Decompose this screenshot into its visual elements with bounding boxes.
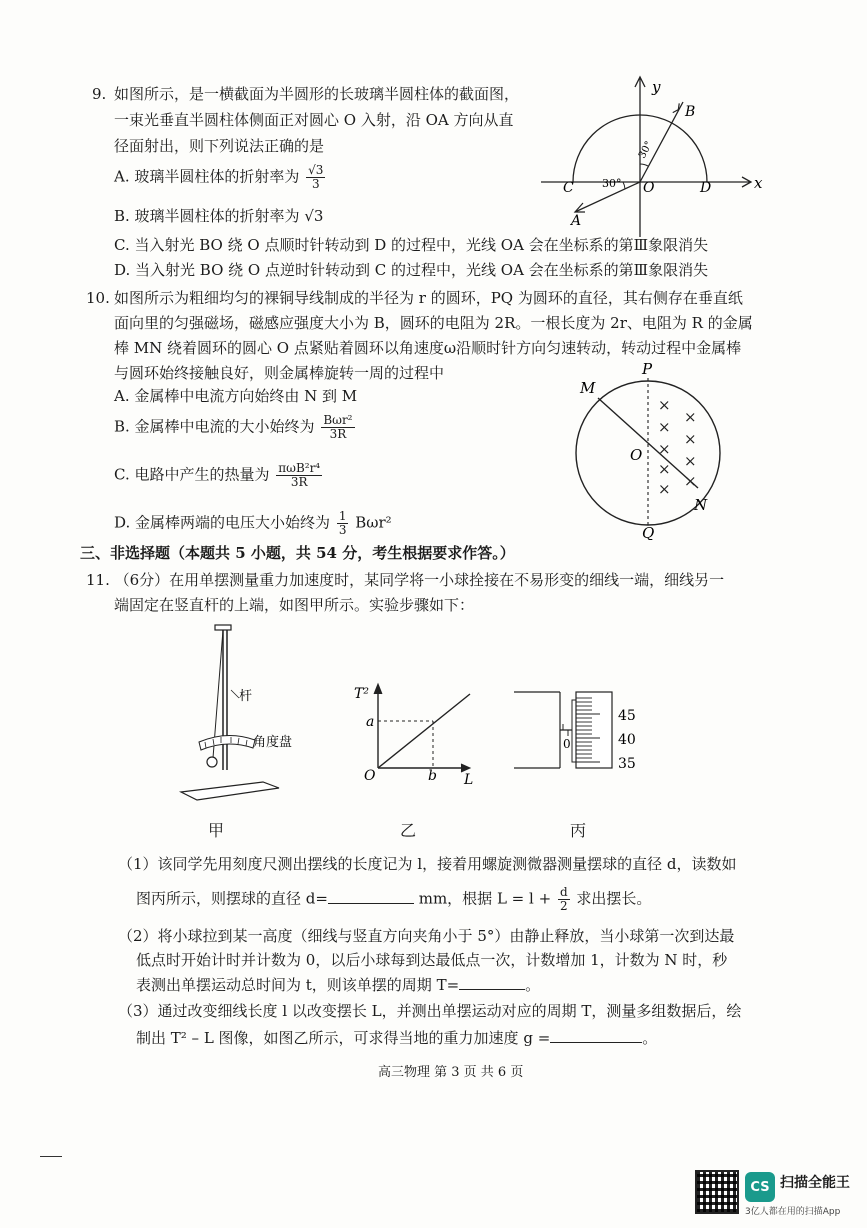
cross-9: ×	[684, 472, 697, 490]
fig-jia-rod-label: 杆	[239, 689, 253, 704]
q10-option-c-numerator: πωB²r⁴	[278, 461, 321, 475]
fig-jia-dial-label: 角度盘	[253, 735, 293, 750]
q10-option-a: A. 金属棒中电流方向始终由 N 到 M	[114, 387, 358, 405]
q10-option-d-denominator: 3	[338, 523, 347, 537]
q10-option-d-numerator: 1	[338, 509, 347, 523]
q11-part3-prefix: 制出 T² – L 图像，如图乙所示，可求得当地的重力加速度 g =	[136, 1029, 551, 1047]
cross-2: ×	[658, 418, 671, 436]
q9-label-a: A	[571, 213, 582, 229]
watermark-subtitle: 3亿人都在用的扫描App	[745, 1207, 841, 1217]
q9-option-a-denominator: 3	[311, 177, 320, 191]
fig-bing-main-zero: 0	[563, 737, 571, 751]
q10-option-d-text: D. 金属棒两端的电压大小始终为	[114, 513, 331, 532]
q11-part3-suffix: 。	[642, 1029, 658, 1047]
q10-ring-diagram	[570, 360, 730, 540]
q10-label-m: M	[580, 379, 596, 397]
q9-label-b: B	[685, 104, 696, 120]
q11-part1-numerator: d	[559, 885, 568, 899]
q11-part2-suffix: 。	[525, 976, 541, 994]
fig-yi-b-label: b	[428, 768, 437, 784]
fig-bing-scale-35: 35	[618, 756, 636, 772]
fig-bing-micrometer	[508, 686, 653, 776]
q9-label-y: y	[652, 78, 661, 96]
cross-1: ×	[658, 396, 671, 414]
q9-label-o: O	[643, 180, 655, 196]
q10-option-b-numerator: Bωr²	[323, 413, 353, 427]
cross-8: ×	[684, 452, 697, 470]
q9-option-a-text: A. 玻璃半圆柱体的折射率为	[114, 167, 300, 186]
cross-7: ×	[684, 430, 697, 448]
q11-part1-middle: mm，根据 L = l +	[418, 889, 552, 908]
fig-yi-a-label: a	[366, 714, 375, 730]
fig-bing-caption: 丙	[570, 821, 587, 840]
q11-part2-line2: 低点时开始计时并计数为 0，以后小球每到达最低点一次，计数增加 1，计数为 N 时，秒	[136, 951, 728, 969]
q10-option-d	[114, 510, 392, 537]
q11-part1-line1: （1）该同学先用刻度尺测出摆线的长度记为 l，接着用螺旋测微器测量摆球的直径 d，读数如	[118, 855, 737, 873]
period-answer-blank[interactable]	[459, 975, 525, 990]
fig-jia-pendulum	[175, 622, 295, 802]
q9-number: 9.	[92, 85, 107, 103]
camscanner-logo-icon: CS	[745, 1172, 775, 1202]
diameter-answer-blank[interactable]	[328, 889, 414, 904]
q10-option-d-fraction	[337, 510, 349, 537]
q9-label-x: x	[754, 174, 763, 192]
q9-stem-line3: 径面射出，则下列说法正确的是	[114, 137, 325, 155]
section-3-heading: 三、非选择题（本题共 5 小题，共 54 分，考生根据要求作答。）	[80, 544, 515, 562]
fig-jia-caption: 甲	[208, 821, 225, 840]
q9-semicircle-diagram	[535, 72, 770, 242]
q11-part1-suffix: 求出摆长。	[576, 889, 652, 908]
q9-stem-line2: 一束光垂直半圆柱体侧面正对圆心 O 入射，沿 OA 方向从直	[114, 111, 514, 129]
q11-part2-line1: （2）将小球拉到某一高度（细线与竖直方向夹角小于 5°）由静止释放，当小球第一次到达最	[118, 927, 735, 945]
q11-part1-line2	[136, 886, 651, 913]
cross-6: ×	[684, 408, 697, 426]
q11-part2-prefix: 表测出单摆运动总时间为 t，则该单摆的周期 T=	[136, 976, 460, 994]
q10-option-b-denominator: 3R	[329, 427, 347, 441]
fig-bing-scale-40: 40	[618, 732, 636, 748]
q10-label-p: P	[642, 360, 653, 378]
q9-option-a	[114, 164, 327, 191]
gravity-answer-blank[interactable]	[550, 1028, 642, 1043]
q9-angle-top: 30°	[636, 139, 655, 161]
q11-part3-line2	[136, 1028, 657, 1048]
cross-5: ×	[658, 480, 671, 498]
q10-option-c	[114, 462, 324, 489]
q10-option-c-text: C. 电路中产生的热量为	[114, 465, 270, 484]
scan-mark	[40, 1156, 62, 1157]
q11-part1-prefix: 图丙所示，则摆球的直径 d=	[136, 889, 328, 908]
q10-option-b-text: B. 金属棒中电流的大小始终为	[114, 417, 315, 436]
cross-4: ×	[658, 460, 671, 478]
q9-option-b: B. 玻璃半圆柱体的折射率为 √3	[114, 207, 324, 225]
q9-angle-left: 30°	[602, 177, 622, 190]
q11-stem-line1: 11. （6分）在用单摆测量重力加速度时，某同学将一小球拴接在不易形变的细线一端，细线另一	[86, 571, 725, 589]
magnetic-field-crosses	[658, 396, 697, 498]
q11-part1-fraction	[558, 886, 570, 913]
q10-option-b	[114, 414, 357, 441]
q11-part1-denominator: 2	[559, 899, 568, 913]
fig-bing-scale-45: 45	[618, 708, 636, 724]
q10-label-n: N	[694, 496, 708, 514]
q10-option-c-denominator: 3R	[290, 475, 308, 489]
q10-stem-line3: 棒 MN 绕着圆环的圆心 O 点紧贴着圆环以角速度ω沿顺时针方向匀速转动，转动过程中金属棒	[114, 339, 742, 357]
q10-label-o: O	[630, 446, 643, 464]
q9-option-c: C. 当入射光 BO 绕 O 点顺时针转动到 D 的过程中，光线 OA 会在坐标系的第Ⅲ象限消失	[114, 236, 709, 254]
fig-yi-y-label: T²	[354, 686, 369, 702]
q11-part3-line1: （3）通过改变细线长度 l 以改变摆长 L，并测出单摆运动对应的周期 T，测量多组数据后，绘	[118, 1002, 742, 1020]
q10-stem-line4: 与圆环始终接触良好，则金属棒旋转一周的过程中	[114, 364, 445, 382]
q9-stem-line1: 如图所示，是一横截面为半圆形的长玻璃半圆柱体的截面图，	[114, 85, 520, 103]
q10-stem-line2: 面向里的匀强磁场，磁感应强度大小为 B，圆环的电阻为 2R。一根长度为 2r、电阻为 R 的金属	[114, 314, 753, 332]
q9-option-a-fraction	[306, 164, 325, 191]
q10-label-q: Q	[642, 524, 655, 540]
fig-yi-t2-l-graph	[350, 680, 485, 790]
q9-option-d: D. 当入射光 BO 绕 O 点逆时针转动到 C 的过程中，光线 OA 会在坐标系的第Ⅲ象限消失	[114, 261, 709, 279]
q11-part2-line3	[136, 975, 540, 995]
qr-code-icon	[695, 1170, 739, 1214]
q9-label-d: D	[700, 180, 712, 196]
page-footer: 高三物理 第 3 页 共 6 页	[378, 1065, 524, 1080]
q9-option-a-numerator: √3	[308, 163, 324, 177]
cross-3: ×	[658, 440, 671, 458]
q10-number: 10.	[86, 289, 110, 307]
q10-stem-line1: 如图所示为粗细均匀的裸铜导线制成的半径为 r 的圆环，PQ 为圆环的直径，其右侧存在垂直纸	[114, 289, 743, 307]
q9-label-c: C	[563, 180, 574, 196]
q10-option-b-fraction	[321, 414, 354, 441]
q10-option-d-suffix: Bωr²	[355, 513, 392, 532]
q10-option-c-fraction	[276, 462, 322, 489]
fig-yi-x-label: L	[464, 772, 474, 788]
fig-yi-caption: 乙	[400, 821, 417, 840]
watermark-title: 扫描全能王	[780, 1175, 850, 1191]
fig-yi-origin-label: O	[364, 768, 376, 784]
q11-stem-line2: 端固定在竖直杆的上端，如图甲所示。实验步骤如下：	[114, 596, 475, 614]
